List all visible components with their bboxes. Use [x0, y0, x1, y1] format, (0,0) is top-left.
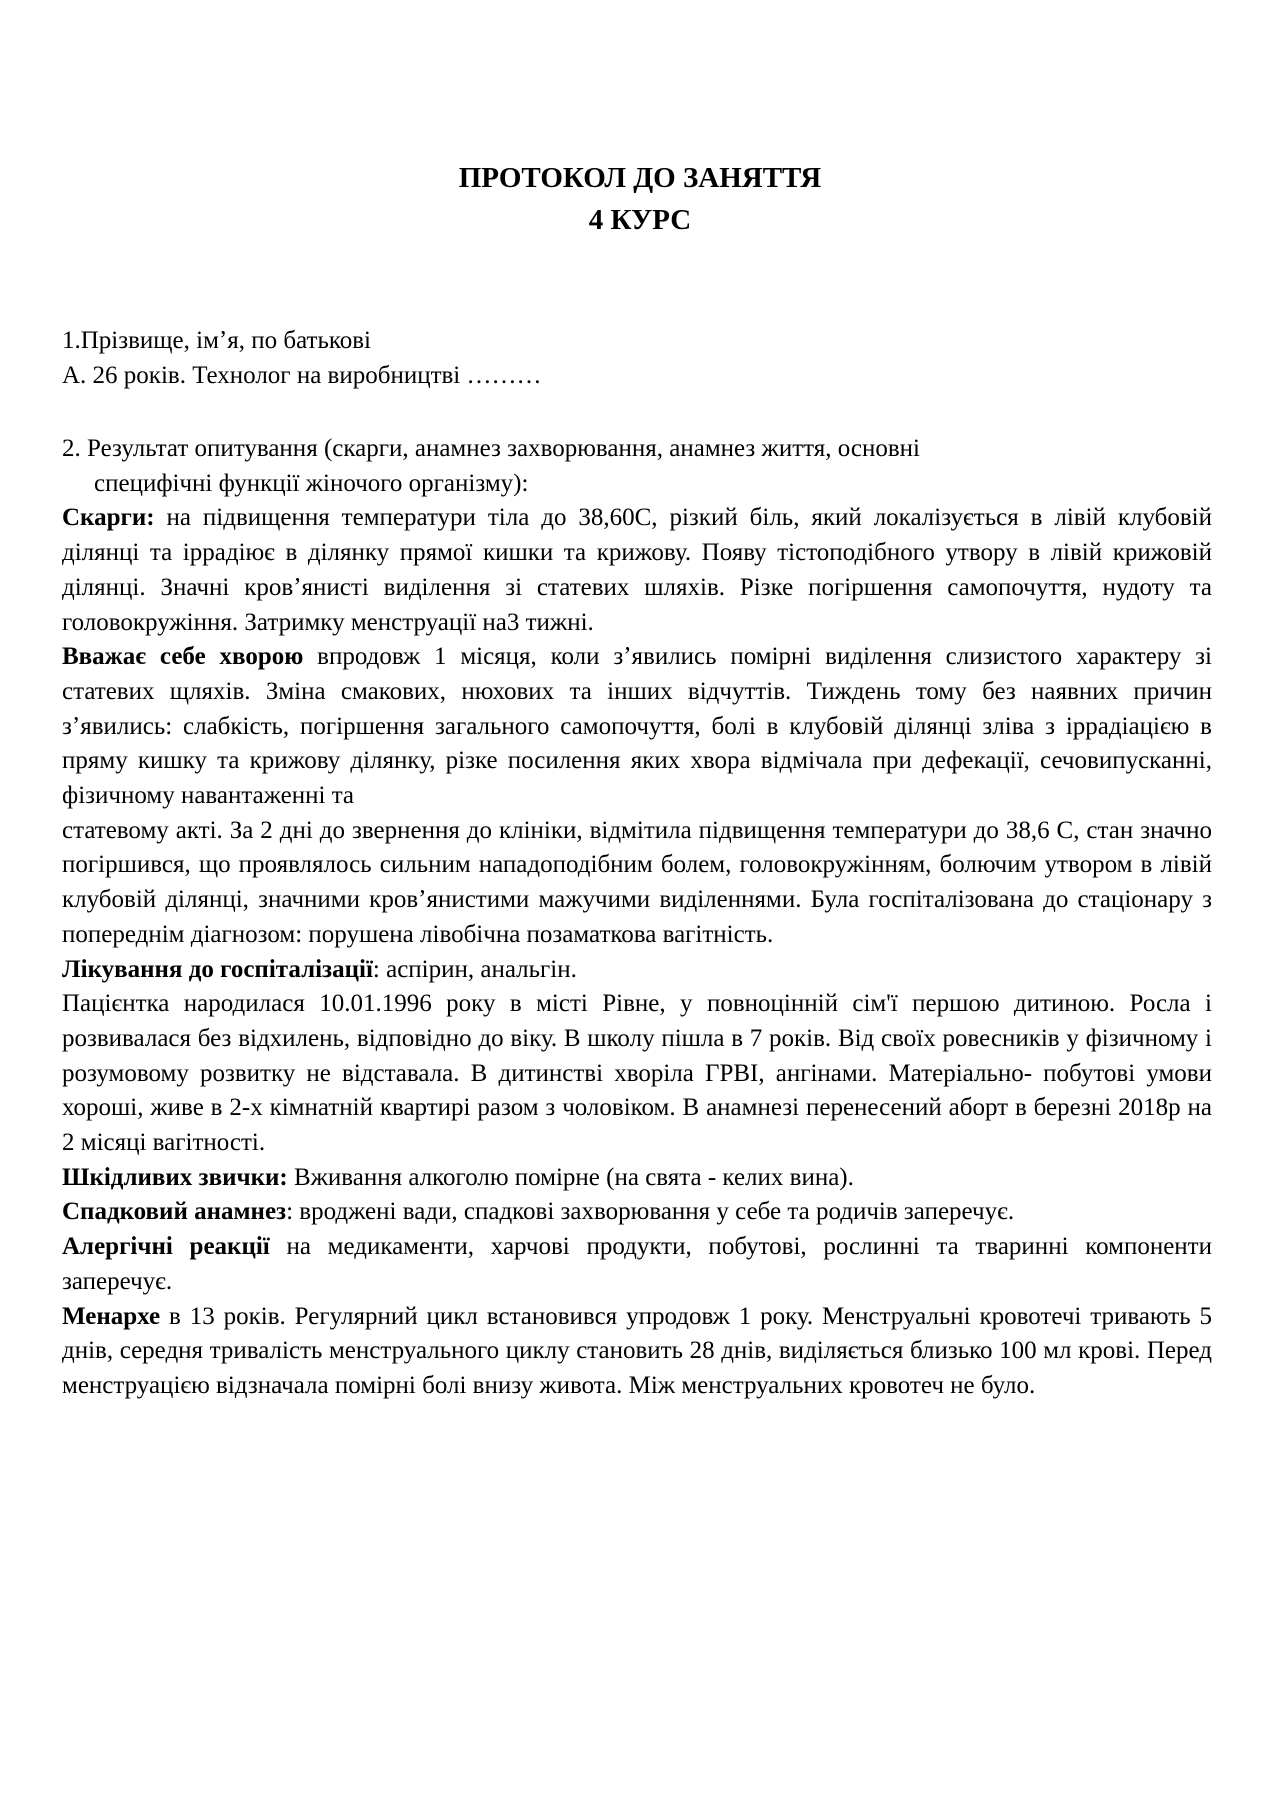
- menarche-label: Менархе: [62, 1302, 161, 1330]
- patient-line: А. 26 років. Технолог на виробництві ………: [62, 362, 542, 389]
- section-2-heading: [62, 432, 1212, 501]
- treatment-paragraph: [62, 953, 1212, 988]
- illness-paragraph: [62, 640, 1212, 814]
- life-history-text: Пацієнтка народилася 10.01.1996 року в місті Рівне, у повноцінній сім'ї першою дитиною. Росла і розвивалася без відхилень, відповідно до віку. В школу пішла в 7 років. Від своїх ровесників у фізичному і розумовому розвитку не відставала. В дитинстві хворіла ГРВІ, ангінами. Матеріально- побутові умови хороші, живе в 2-х кімнатній квартирі разом з чоловіком. В анамнезі перенесений аборт в березні 2018р на 2 місяці вагітності.: [62, 990, 1212, 1157]
- habits-text: Вживання алкоголю помірне (на свята - келих вина).: [287, 1163, 854, 1191]
- heredity-label: Спадковий анамнез: [62, 1198, 287, 1226]
- life-history-paragraph: [62, 987, 1212, 1161]
- menarche-text: в 13 років. Регулярний цикл встановився упродовж 1 року. Менструальні кровотечі тривають 5 днів, середня тривалість менструального циклу становить 28 днів, виділяється близько 100 мл крові. Перед менструацією відзначала помірні болі внизу живота. Між менструальних кровотеч не було.: [62, 1302, 1212, 1399]
- allergy-paragraph: [62, 1230, 1212, 1299]
- menarche-paragraph: [62, 1300, 1212, 1404]
- section-2-heading-line1: 2. Результат опитування (скарги, анамнез захворювання, анамнез життя, основні: [62, 435, 920, 462]
- complaints-text: на підвищення температури тіла до 38,60С, різкий біль, який локалізується в лівій клубовій ділянці та іррадіює в ділянку прямої кишки та крижову. Появу тістоподібного утвору в лівій крижовій ділянці. Значні кровʼянисті виділення зі статевих шляхів. Різке погіршення самопочуття, нудоту та головокружіння. Затримку менструації на3 тижні.: [62, 504, 1212, 636]
- illness-label: Вважає себе хворою: [62, 643, 304, 671]
- treatment-text: : аспірин, анальгін.: [372, 955, 577, 983]
- habits-label: Шкідливих звички:: [62, 1163, 288, 1191]
- treatment-label: Лікування до госпіталізації: [62, 955, 373, 983]
- heredity-paragraph: [62, 1195, 1212, 1230]
- section-2-heading-line2: специфічні функції жіночого організму):: [94, 469, 529, 497]
- complaints-label: Скарги:: [62, 504, 155, 532]
- section-2: [62, 432, 1212, 1404]
- complaints-paragraph: [62, 501, 1212, 640]
- illness-text: впродовж 1 місяця, коли зʼявились помірні виділення слизистого характеру зі статевих щляхів. Зміна смакових, нюхових та інших відчуттів. Тиждень тому без наявних причин зʼявились: слабкість, погіршення загального самопочуття, болі в клубовій ділянці зліва з іррадіацією в пряму кишку та крижову ділянку, різке посилення яких хвора відмічала при дефекації, сечовипусканні, фізичному навантаженні та: [62, 643, 1212, 810]
- allergy-label: Алергічні реакції: [62, 1233, 270, 1261]
- allergy-text: на медикаменти, харчові продукти, побутові, рослинні та тваринні компоненти заперечує.: [62, 1233, 1212, 1295]
- illness-paragraph-continued: [62, 814, 1212, 953]
- habits-paragraph: [62, 1161, 1212, 1196]
- section-1-heading: 1.Прізвище, імʼя, по батькові: [62, 327, 371, 354]
- illness-text-continued: статевому акті. За 2 дні до звернення до клініки, відмітила підвищення температури до 38,6 С, стан значно погіршився, що проявлялось сильним нападоподібним болем, головокружінням, болючим утвором в лівій клубовій ділянці, значними кровʼянистими мажучими виділеннями. Була госпіталізована до стаціонару з попереднім діагнозом: порушена лівобічна позаматкова вагітність.: [62, 816, 1212, 948]
- heredity-text: : вроджені вади, спадкові захворювання у себе та родичів заперечує.: [286, 1198, 1015, 1226]
- protocol-title: ПРОТОКОЛ ДО ЗАНЯТТЯ: [458, 162, 822, 194]
- course-subtitle: 4 КУРС: [588, 204, 692, 236]
